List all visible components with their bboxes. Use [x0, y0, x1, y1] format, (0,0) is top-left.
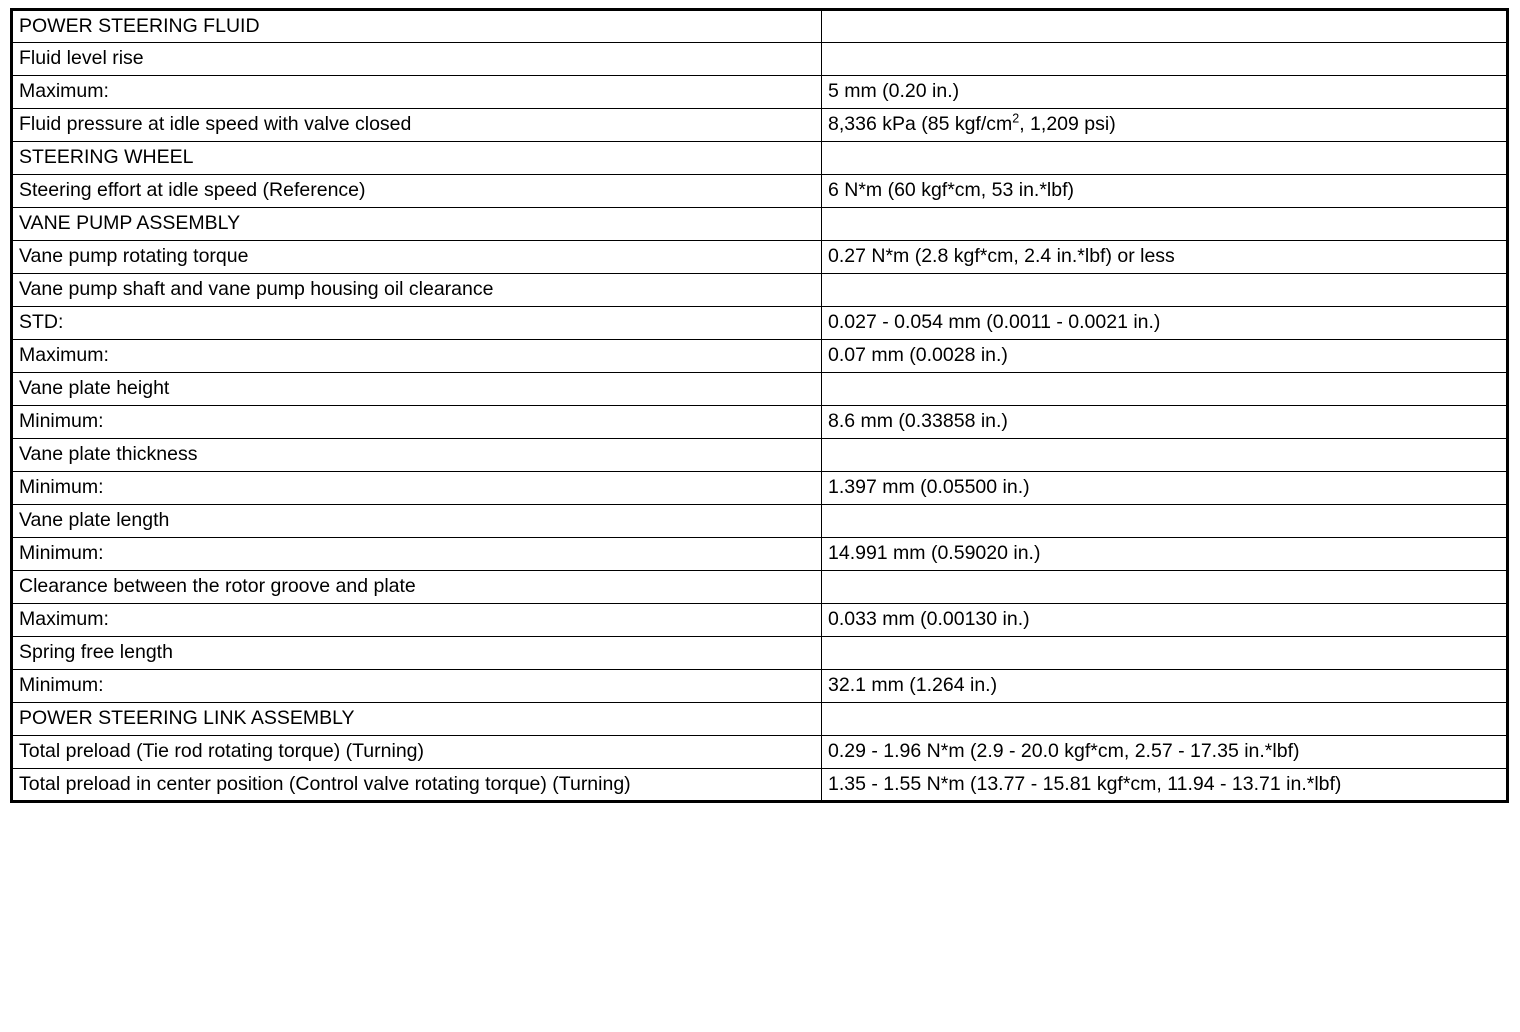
table-row [12, 340, 1508, 373]
item-label: Vane plate height [12, 373, 822, 406]
item-value [822, 142, 1508, 175]
specification-table-body [12, 10, 1508, 802]
table-row [12, 175, 1508, 208]
table-row [12, 274, 1508, 307]
item-value [822, 10, 1508, 43]
item-label: Maximum: [12, 76, 822, 109]
item-value: 0.27 N*m (2.8 kgf*cm, 2.4 in.*lbf) or less [822, 241, 1508, 274]
section-heading: POWER STEERING LINK ASSEMBLY [12, 703, 822, 736]
item-label: Clearance between the rotor groove and plate [12, 571, 822, 604]
item-label: Minimum: [12, 472, 822, 505]
item-label: Spring free length [12, 637, 822, 670]
item-label: Vane plate length [12, 505, 822, 538]
item-value [822, 571, 1508, 604]
item-value: 8.6 mm (0.33858 in.) [822, 406, 1508, 439]
item-label: Vane pump shaft and vane pump housing oil clearance [12, 274, 822, 307]
section-heading: STEERING WHEEL [12, 142, 822, 175]
section-row [12, 10, 1508, 43]
item-label: Total preload (Tie rod rotating torque) (Turning) [12, 736, 822, 769]
section-heading: POWER STEERING FLUID [12, 10, 822, 43]
item-value [822, 373, 1508, 406]
table-row [12, 736, 1508, 769]
item-value: 0.29 - 1.96 N*m (2.9 - 20.0 kgf*cm, 2.57 - 17.35 in.*lbf) [822, 736, 1508, 769]
item-label: Minimum: [12, 538, 822, 571]
item-value [822, 703, 1508, 736]
table-row [12, 406, 1508, 439]
table-row [12, 670, 1508, 703]
table-row [12, 76, 1508, 109]
item-value: 0.07 mm (0.0028 in.) [822, 340, 1508, 373]
section-row [12, 142, 1508, 175]
table-row [12, 43, 1508, 76]
table-row [12, 373, 1508, 406]
item-value: 32.1 mm (1.264 in.) [822, 670, 1508, 703]
item-value [822, 505, 1508, 538]
table-row [12, 307, 1508, 340]
item-value: 8,336 kPa (85 kgf/$cm^2$, 1,209 psi) [822, 109, 1508, 142]
table-row [12, 505, 1508, 538]
table-row [12, 571, 1508, 604]
item-label: Fluid level rise [12, 43, 822, 76]
item-label: Maximum: [12, 604, 822, 637]
item-label: STD: [12, 307, 822, 340]
item-value [822, 637, 1508, 670]
item-label: Vane plate thickness [12, 439, 822, 472]
specification-table [10, 8, 1509, 803]
item-value: 14.991 mm (0.59020 in.) [822, 538, 1508, 571]
item-value: 0.027 - 0.054 mm (0.0011 - 0.0021 in.) [822, 307, 1508, 340]
section-row [12, 208, 1508, 241]
item-label: Minimum: [12, 406, 822, 439]
section-heading: VANE PUMP ASSEMBLY [12, 208, 822, 241]
item-value [822, 43, 1508, 76]
item-value: 5 mm (0.20 in.) [822, 76, 1508, 109]
item-label: Vane pump rotating torque [12, 241, 822, 274]
item-value [822, 274, 1508, 307]
table-row [12, 241, 1508, 274]
table-row [12, 439, 1508, 472]
item-value: 0.033 mm (0.00130 in.) [822, 604, 1508, 637]
table-row [12, 472, 1508, 505]
table-row [12, 109, 1508, 142]
item-value: 6 N*m (60 kgf*cm, 53 in.*lbf) [822, 175, 1508, 208]
item-label: Maximum: [12, 340, 822, 373]
table-row [12, 538, 1508, 571]
item-label: Minimum: [12, 670, 822, 703]
item-label: Fluid pressure at idle speed with valve closed [12, 109, 822, 142]
item-value [822, 208, 1508, 241]
item-label: Steering effort at idle speed (Reference) [12, 175, 822, 208]
table-row [12, 769, 1508, 802]
item-value: 1.397 mm (0.05500 in.) [822, 472, 1508, 505]
table-row [12, 604, 1508, 637]
section-row [12, 703, 1508, 736]
item-label: Total preload in center position (Control valve rotating torque) (Turning) [12, 769, 822, 802]
item-value: 1.35 - 1.55 N*m (13.77 - 15.81 kgf*cm, 11.94 - 13.71 in.*lbf) [822, 769, 1508, 802]
item-value [822, 439, 1508, 472]
table-row [12, 637, 1508, 670]
